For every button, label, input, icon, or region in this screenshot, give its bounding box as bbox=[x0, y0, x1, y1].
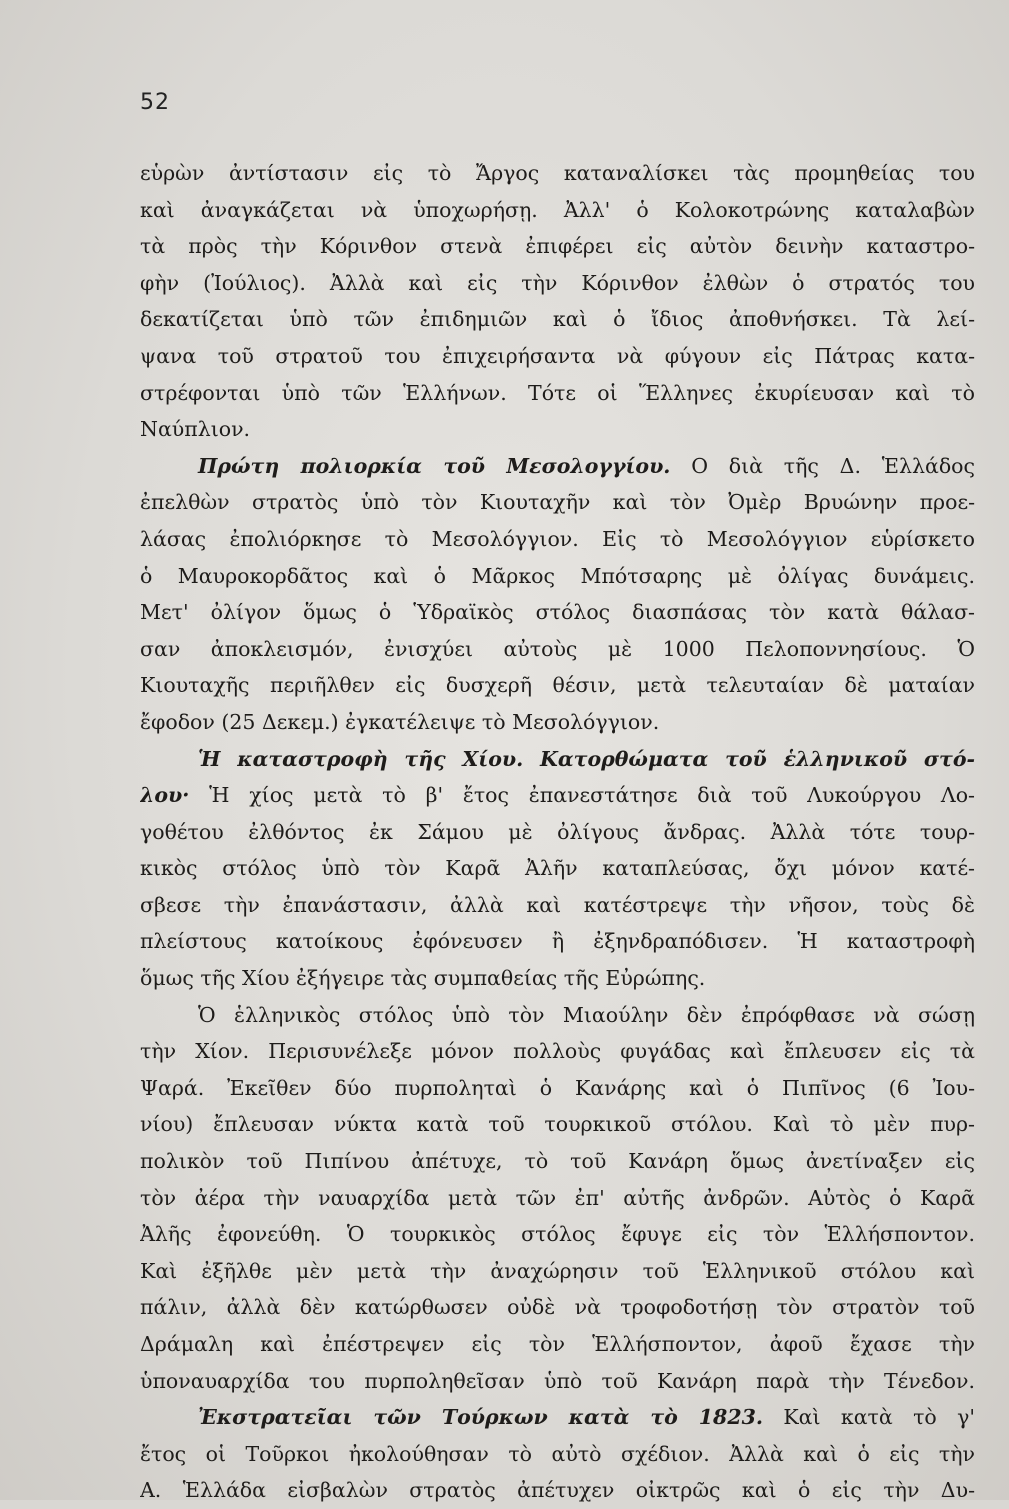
text-line: Ψαρά. Ἐκεῖθεν δύο πυρποληταὶ ὁ Κανάρης καὶ ὁ Πιπῖνος (6 Ἰου- bbox=[140, 1075, 975, 1100]
text-line: Δράμαλη καὶ ἐπέστρεψεν εἰς τὸν Ἑλλήσποντον, ἀφοῦ ἔχασε τὴν bbox=[140, 1332, 975, 1356]
text-line: Ἀλῆς ἐφονεύθη. Ὁ τουρκικὸς στόλος ἔφυγε εἰς τὸν Ἑλλήσποντον. bbox=[140, 1222, 975, 1247]
text-line: Πρώτη πολιορκία τοῦ Μεσολογγίου. Ο διὰ τῆς Δ. Ἑλλάδος bbox=[198, 453, 975, 478]
text-line: τὴν Χίον. Περισυνέλεξε μόνον πολλοὺς φυγάδας καὶ ἔπλευσεν εἰς τὰ bbox=[140, 1039, 975, 1064]
text-line: στρέφονται ὑπὸ τῶν Ἑλλήνων. Τότε οἱ Ἕλληνες ἐκυρίευσαν καὶ τὸ bbox=[140, 380, 975, 405]
text-line: Ἐκστρατεῖαι τῶν Τούρκων κατὰ τὸ 1823. Καὶ κατὰ τὸ γ' bbox=[198, 1405, 975, 1430]
text-line: λάσας ἐπολιόρκησε τὸ Μεσολόγγιον. Εἰς τὸ Μεσολόγγιον εὑρίσκετο bbox=[140, 526, 975, 551]
text-line: Μετ' ὀλίγον ὅμως ὁ Ὑδραϊκὸς στόλος διασπάσας τὸν κατὰ θάλασ- bbox=[140, 600, 975, 625]
text-line: Ναύπλιον. bbox=[140, 417, 251, 442]
text-line: Α. Ἑλλάδα εἰσβαλὼν στρατὸς ἀπέτυχεν οἰκτρῶς καὶ ὁ εἰς τὴν Δυ- bbox=[140, 1478, 975, 1503]
text-line: φὴν (Ἰούλιος). Ἀλλὰ καὶ εἰς τὴν Κόρινθον ἐλθὼν ὁ στρατός του bbox=[140, 270, 975, 295]
text-line: δεκατίζεται ὑπὸ τῶν ἐπιδημιῶν καὶ ὁ ἴδιος ἀποθνήσκει. Τὰ λεί- bbox=[140, 307, 975, 332]
text-line: γοθέτου ἐλθόντος ἐκ Σάμου μὲ ὀλίγους ἄνδρας. Ἀλλὰ τότε τουρ- bbox=[140, 819, 975, 844]
text-line: κικὸς στόλος ὑπὸ τὸν Καρᾶ Ἀλῆν καταπλεύσας, ὄχι μόνον κατέ- bbox=[140, 856, 975, 881]
section-heading-mesolongi: Πρώτη πολιορκία τοῦ Μεσολογγίου. bbox=[198, 453, 671, 478]
text-line: πολικὸν τοῦ Πιπίνου ἀπέτυχε, τὸ τοῦ Κανάρη ὅμως ἀνετίναξεν εἰς bbox=[140, 1149, 975, 1174]
section-heading-chios-cont: λου· bbox=[140, 783, 190, 808]
text-line: νίου) ἔπλευσαν νύκτα κατὰ τοῦ τουρκικοῦ στόλου. Καὶ τὸ μὲν πυρ- bbox=[140, 1112, 975, 1137]
text-line: Ὁ ἑλληνικὸς στόλος ὑπὸ τὸν Μιαούλην δὲν ἐπρόφθασε νὰ σώσῃ bbox=[198, 1002, 975, 1027]
text-line: πλείστους κατοίκους ἐφόνευσεν ἢ ἐξηνδραπόδισεν. Ἡ καταστροφὴ bbox=[140, 929, 975, 954]
section-heading-campaigns: Ἐκστρατεῖαι τῶν Τούρκων κατὰ τὸ 1823. bbox=[198, 1405, 763, 1430]
text-line: σαν ἀποκλεισμόν, ἐνισχύει αὐτοὺς μὲ 1000 Πελοποννησίους. Ὁ bbox=[140, 636, 975, 661]
text-line: ἔτος οἱ Τοῦρκοι ἠκολούθησαν τὸ αὐτὸ σχέδιον. Ἀλλὰ καὶ ὁ εἰς τὴν bbox=[140, 1441, 975, 1466]
text-line: λου· Ἡ χίος μετὰ τὸ β' ἔτος ἐπανεστάτησε διὰ τοῦ Λυκούργου Λο- bbox=[140, 783, 975, 808]
text-line: ὅμως τῆς Χίου ἐξήγειρε τὰς συμπαθείας τῆς Εὐρώπης. bbox=[140, 966, 706, 991]
text-line: Καὶ ἐξῆλθε μὲν μετὰ τὴν ἀναχώρησιν τοῦ Ἑλληνικοῦ στόλου καὶ bbox=[140, 1258, 975, 1283]
text-line: ἐπελθὼν στρατὸς ὑπὸ τὸν Κιουταχῆν καὶ τὸν Ὀμὲρ Βρυώνην προε- bbox=[140, 490, 975, 515]
text-line: πάλιν, ἀλλὰ δὲν κατώρθωσεν οὐδὲ νὰ τροφοδοτήσῃ τὸν στρατὸν τοῦ bbox=[140, 1295, 975, 1320]
body-text bbox=[140, 155, 975, 1509]
text-line: τὰ πρὸς τὴν Κόρινθον στενὰ ἐπιφέρει εἰς αὐτὸν δεινὴν καταστρο- bbox=[140, 234, 975, 259]
text-line: σβεσε τὴν ἐπανάστασιν, ἀλλὰ καὶ κατέστρεψε τὴν νῆσον, τοὺς δὲ bbox=[140, 892, 975, 917]
text-line: ὁ Μαυροκορδᾶτος καὶ ὁ Μᾶρκος Μπότσαρης μὲ ὀλίγας δυνάμεις. bbox=[140, 563, 975, 588]
text-line: ὑποναυαρχίδα του πυρποληθεῖσαν ὑπὸ τοῦ Κανάρη παρὰ τὴν Τένεδον. bbox=[140, 1368, 975, 1393]
text-line: Κιουταχῆς περιῆλθεν εἰς δυσχερῆ θέσιν, μετὰ τελευταίαν δὲ ματαίαν bbox=[140, 673, 975, 698]
text-line: καὶ ἀναγκάζεται νὰ ὑποχωρήσῃ. Ἀλλ' ὁ Κολοκοτρώνης καταλαβὼν bbox=[140, 197, 975, 222]
text-line: εὑρὼν ἀντίστασιν εἰς τὸ Ἄργος καταναλίσκει τὰς προμηθείας του bbox=[140, 161, 975, 185]
text-line: ἔφοδον (25 Δεκεμ.) ἐγκατέλειψε τὸ Μεσολόγγιον. bbox=[140, 709, 660, 734]
section-heading-chios: Ἡ καταστροφὴ τῆς Χίου. Κατορθώματα τοῦ ἑλληνικοῦ στό- bbox=[198, 746, 975, 771]
page-number: 52 bbox=[140, 90, 170, 115]
text-line: τὸν ἀέρα τὴν ναυαρχίδα μετὰ τῶν ἐπ' αὐτῆς ἀνδρῶν. Αὐτὸς ὁ Καρᾶ bbox=[140, 1185, 975, 1210]
text-line bbox=[140, 741, 975, 778]
text-line: ψανα τοῦ στρατοῦ του ἐπιχειρήσαντα νὰ φύγουν εἰς Πάτρας κατα- bbox=[140, 343, 975, 368]
